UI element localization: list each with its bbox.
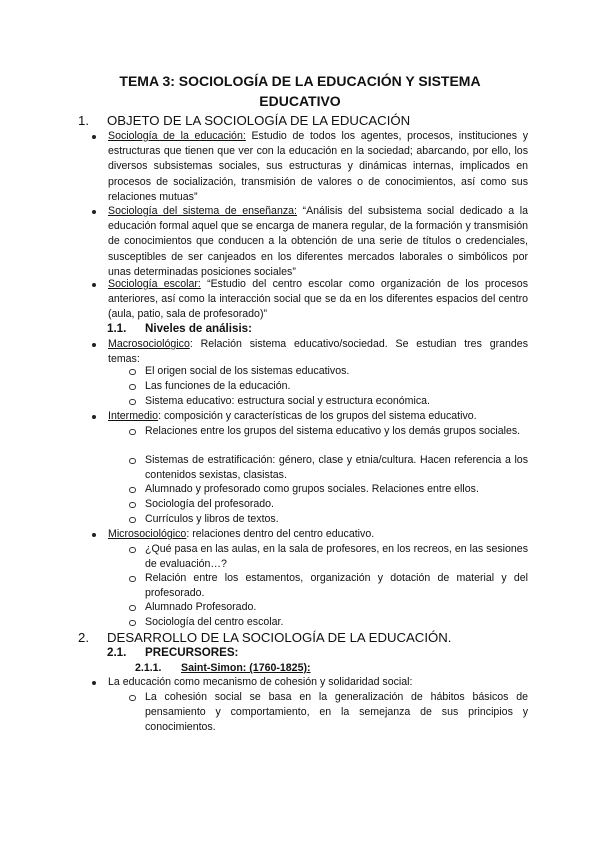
subsection-title: Niveles de análisis: [145, 322, 252, 335]
term: Intermedio [108, 410, 159, 422]
list-item: Relaciones entre los grupos del sistema educativo y los demás grupos sociales. [145, 424, 528, 439]
list-item: Sociología del centro escolar. [145, 615, 528, 630]
list-item: Las funciones de la educación. [145, 379, 528, 394]
term: Sociología del sistema de enseñanza: [108, 205, 297, 217]
level-intermedio [108, 409, 528, 424]
list-item: Alumnado Profesorado. [145, 600, 528, 615]
bullet-cohesion: La educación como mecanismo de cohesión y solidaridad social: [108, 675, 528, 690]
bullet-sociologia-educacion [108, 129, 528, 205]
term: Microsociológico [108, 528, 187, 540]
definition: “Análisis del subsistema social dedicado a la educación formal aquel que se encarga de manera regular, de la formación y transmisión de conocimientos que conducen a la obtención de una serie de títulos o credenciales, susceptibles de ser canjeados en los diferentes mercados laborales o simbólicos por unas determinadas posiciones sociales” [108, 205, 528, 278]
term: Sociología escolar: [108, 278, 201, 290]
term: Sociología de la educación: [108, 130, 246, 142]
title-line-1: TEMA 3: SOCIOLOGÍA DE LA EDUCACIÓN Y SISTEMA [119, 73, 481, 89]
list-item: Currículos y libros de textos. [145, 512, 528, 527]
list-item: Sistemas de estratificación: género, clase y etnia/cultura. Hacen referencia a los contenidos sexistas, clasistas. [145, 453, 528, 483]
definition: : Relación sistema educativo/sociedad. Se estudian tres grandes temas: [108, 338, 528, 366]
bullet-sociologia-escolar [108, 277, 528, 323]
section-title: OBJETO DE LA SOCIOLOGÍA DE LA EDUCACIÓN [107, 113, 411, 128]
level-microsociologico [108, 527, 528, 542]
section-title: DESARROLLO DE LA SOCIOLOGÍA DE LA EDUCACIÓN. [107, 630, 452, 645]
subsection-number: 1.1. [107, 322, 127, 335]
section-number: 2. [78, 630, 89, 645]
level-macrosociologico [108, 337, 528, 367]
definition: : composición y características de los grupos del sistema educativo. [158, 410, 477, 422]
list-item: Sistema educativo: estructura social y estructura económica. [145, 394, 528, 409]
list-item: La cohesión social se basa en la generalización de hábitos básicos de pensamiento y comportamiento, en la semejanza de sus principios y conocimientos. [145, 690, 528, 736]
subsubsection-title: Saint-Simon: (1760-1825): [181, 662, 311, 674]
list-item: Alumnado y profesorado como grupos sociales. Relaciones entre ellos. [145, 482, 528, 497]
list-item: El origen social de los sistemas educativos. [145, 364, 528, 379]
title-line-2: EDUCATIVO [259, 92, 341, 109]
list-item: Relación entre los estamentos, organización y dotación de material y del profesorado. [145, 571, 528, 601]
definition: : relaciones dentro del centro educativo. [186, 528, 375, 540]
definition: “Estudio del centro escolar como organización de los procesos anteriores, así como la interacción social que se da en los diferentes espacios del centro (aula, patio, sala de profesorado)” [108, 278, 528, 321]
section-number: 1. [78, 113, 89, 128]
list-item: Sociología del profesorado. [145, 497, 528, 512]
bullet-sociologia-sistema-ensenanza [108, 204, 528, 280]
term: Macrosociológico [108, 338, 190, 350]
subsubsection-number: 2.1.1. [135, 662, 162, 674]
subsection-title: PRECURSORES: [145, 646, 239, 659]
document-title [100, 72, 500, 111]
definition: Estudio de todos los agentes, procesos, instituciones y estructuras que tienen que ver con la educación en la sociedad; abarcando, por ello, los diversos subsistemas sociales, sus estructuras y dinámicas internas, implicados en procesos de socialización, transmisión de valores o de conocimientos, así como sus relaciones mutuas” [108, 130, 528, 203]
subsection-number: 2.1. [107, 646, 127, 659]
list-item: ¿Qué pasa en las aulas, en la sala de profesores, en los recreos, en las sesiones de evaluación…? [145, 542, 528, 572]
